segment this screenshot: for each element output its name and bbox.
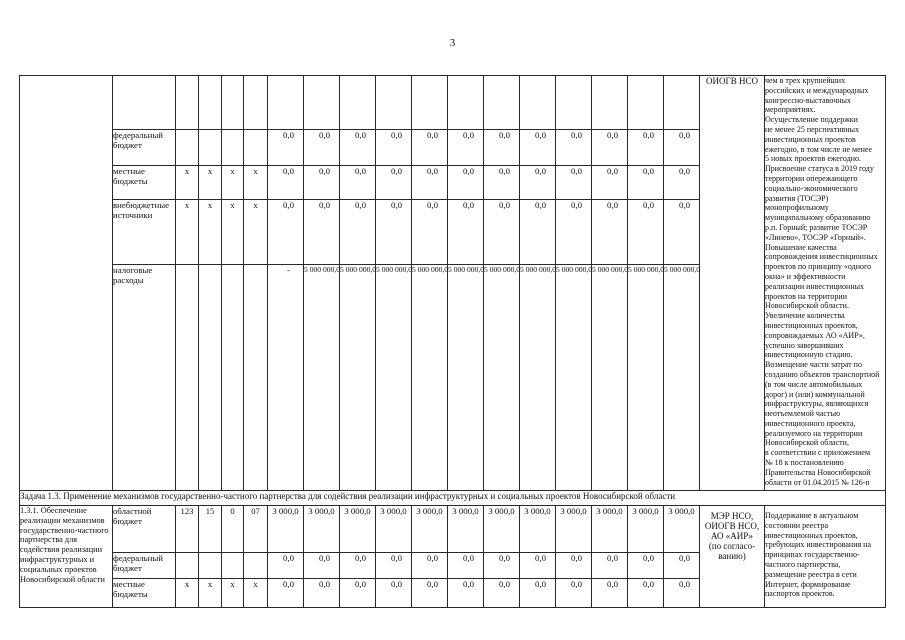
value-cell: 0,0 bbox=[520, 130, 556, 166]
value-cell: 3 000,0 bbox=[664, 506, 700, 553]
code-cell bbox=[222, 130, 244, 166]
value-cell: 3 000,0 bbox=[340, 506, 376, 553]
value-cell: 5 000 000,0 bbox=[304, 265, 340, 491]
code-cell bbox=[176, 265, 199, 491]
code-cell: x bbox=[222, 579, 244, 608]
value-cell: 0,0 bbox=[376, 166, 412, 200]
value-cell: 0,0 bbox=[628, 166, 664, 200]
value-cell: 5 000 000,0 bbox=[412, 265, 448, 491]
value-cell: 0,0 bbox=[268, 200, 304, 265]
value-cell: 0,0 bbox=[412, 553, 448, 579]
value-cell: 0,0 bbox=[628, 579, 664, 608]
funding-source: внебюджетные источники bbox=[113, 200, 176, 265]
value-cell: 0,0 bbox=[484, 130, 520, 166]
empty-cell bbox=[484, 76, 520, 130]
value-cell: 0,0 bbox=[448, 130, 484, 166]
value-cell: 0,0 bbox=[340, 553, 376, 579]
code-cell: 0 bbox=[222, 506, 244, 553]
value-cell: 0,0 bbox=[304, 130, 340, 166]
table-row bbox=[20, 76, 886, 130]
value-cell: 5 000 000,0 bbox=[376, 265, 412, 491]
empty-cell bbox=[664, 76, 700, 130]
value-cell: 5 000 000,0 bbox=[484, 265, 520, 491]
value-cell: 0,0 bbox=[448, 166, 484, 200]
empty-cell bbox=[448, 76, 484, 130]
value-cell: 0,0 bbox=[412, 579, 448, 608]
activity-name-cell bbox=[20, 76, 113, 491]
empty-cell bbox=[592, 76, 628, 130]
value-cell: 3 000,0 bbox=[520, 506, 556, 553]
code-cell: 07 bbox=[244, 506, 268, 553]
value-cell: 5 000 000,0 bbox=[520, 265, 556, 491]
table-row bbox=[20, 491, 886, 506]
value-cell: 0,0 bbox=[304, 553, 340, 579]
value-cell: 0,0 bbox=[628, 553, 664, 579]
value-cell: 0,0 bbox=[340, 130, 376, 166]
value-cell: 0,0 bbox=[520, 200, 556, 265]
activity-name-cell: 1.3.1. Обеспечение реализации механизмов государственно-частного партнерства для содействия реализации инфраструктурных и социальных проектов Новосибирской области bbox=[20, 506, 113, 608]
code-cell: x bbox=[244, 200, 268, 265]
empty-cell bbox=[628, 76, 664, 130]
value-cell: 0,0 bbox=[664, 166, 700, 200]
code-cell bbox=[176, 553, 199, 579]
value-cell: 0,0 bbox=[592, 200, 628, 265]
code-cell: x bbox=[176, 579, 199, 608]
page-number: 3 bbox=[449, 37, 456, 49]
value-cell: 0,0 bbox=[556, 166, 592, 200]
empty-cell bbox=[520, 76, 556, 130]
program-activities-table bbox=[19, 75, 886, 608]
value-cell: 3 000,0 bbox=[412, 506, 448, 553]
funding-source: областной бюджет bbox=[113, 506, 176, 553]
empty-cell bbox=[222, 76, 244, 130]
value-cell: 0,0 bbox=[304, 579, 340, 608]
value-cell: 0,0 bbox=[340, 579, 376, 608]
value-cell: 0,0 bbox=[592, 166, 628, 200]
value-cell: 0,0 bbox=[448, 553, 484, 579]
code-cell: x bbox=[199, 166, 222, 200]
value-cell: 5 000 000,0 bbox=[628, 265, 664, 491]
value-cell: 0,0 bbox=[556, 130, 592, 166]
executor-cell: ОИОГВ НСО bbox=[700, 76, 765, 491]
code-cell: x bbox=[244, 166, 268, 200]
empty-cell bbox=[340, 76, 376, 130]
value-cell: 3 000,0 bbox=[376, 506, 412, 553]
funding-source: федеральный бюджет bbox=[113, 553, 176, 579]
code-cell bbox=[244, 553, 268, 579]
value-cell: 0,0 bbox=[376, 579, 412, 608]
value-cell: 0,0 bbox=[520, 166, 556, 200]
value-cell: 0,0 bbox=[664, 130, 700, 166]
value-cell: 0,0 bbox=[448, 200, 484, 265]
code-cell bbox=[222, 265, 244, 491]
empty-cell bbox=[199, 76, 222, 130]
funding-source: местные бюджеты bbox=[113, 166, 176, 200]
code-cell: x bbox=[199, 200, 222, 265]
task-heading: Задача 1.3. Применение механизмов государственно-частного партнерства для содействия реализации инфраструктурных и социальных проектов Новосибирской области bbox=[20, 491, 886, 506]
value-cell: 0,0 bbox=[340, 200, 376, 265]
empty-cell bbox=[376, 76, 412, 130]
value-cell: 3 000,0 bbox=[304, 506, 340, 553]
code-cell bbox=[176, 130, 199, 166]
table-row bbox=[20, 506, 886, 553]
funding-source: федеральный бюджет bbox=[113, 130, 176, 166]
value-cell: 0,0 bbox=[556, 579, 592, 608]
code-cell: x bbox=[176, 166, 199, 200]
value-cell: 0,0 bbox=[628, 200, 664, 265]
value-cell: 0,0 bbox=[664, 553, 700, 579]
value-cell: 5 000 000,0 bbox=[340, 265, 376, 491]
value-cell: 0,0 bbox=[484, 553, 520, 579]
value-cell: 0,0 bbox=[376, 200, 412, 265]
code-cell bbox=[244, 130, 268, 166]
expected-results-cell: Поддержание в актуальном состоянии реестра инвестиционных проектов, требующих инвестирования на принципах государственно- частного партнерства, размещение реестра в сети Интернет, формирование паспортов проектов. bbox=[765, 506, 886, 608]
code-cell: x bbox=[244, 579, 268, 608]
empty-cell bbox=[244, 76, 268, 130]
value-cell: 3 000,0 bbox=[556, 506, 592, 553]
value-cell: 0,0 bbox=[592, 130, 628, 166]
value-cell: 0,0 bbox=[556, 200, 592, 265]
empty-cell bbox=[113, 76, 176, 130]
value-cell: 3 000,0 bbox=[448, 506, 484, 553]
code-cell bbox=[199, 553, 222, 579]
code-cell: 15 bbox=[199, 506, 222, 553]
value-cell: 3 000,0 bbox=[592, 506, 628, 553]
value-cell: 5 000 000,0 bbox=[664, 265, 700, 491]
value-cell: 5 000 000,0 bbox=[448, 265, 484, 491]
value-cell: 0,0 bbox=[556, 553, 592, 579]
value-cell: 0,0 bbox=[268, 166, 304, 200]
value-cell: 0,0 bbox=[520, 553, 556, 579]
value-cell: 0,0 bbox=[484, 579, 520, 608]
value-cell: 0,0 bbox=[412, 166, 448, 200]
value-cell: 0,0 bbox=[484, 166, 520, 200]
empty-cell bbox=[304, 76, 340, 130]
code-cell bbox=[222, 553, 244, 579]
value-cell: 5 000 000,0 bbox=[592, 265, 628, 491]
executor-cell: МЭР НСО, ОИОГВ НСО, АО «АИР» (по согласо- ванию) bbox=[700, 506, 765, 608]
value-cell: 0,0 bbox=[592, 579, 628, 608]
empty-cell bbox=[412, 76, 448, 130]
value-cell: 5 000 000,0 bbox=[556, 265, 592, 491]
value-cell: 0,0 bbox=[304, 166, 340, 200]
value-cell: 0,0 bbox=[268, 130, 304, 166]
value-cell: 0,0 bbox=[664, 200, 700, 265]
funding-source: местные бюджеты bbox=[113, 579, 176, 608]
value-cell: 0,0 bbox=[376, 553, 412, 579]
value-cell: 3 000,0 bbox=[484, 506, 520, 553]
code-cell: x bbox=[176, 200, 199, 265]
value-cell: 0,0 bbox=[628, 130, 664, 166]
value-cell: 0,0 bbox=[268, 553, 304, 579]
code-cell: x bbox=[222, 200, 244, 265]
value-cell: 3 000,0 bbox=[628, 506, 664, 553]
value-cell: 0,0 bbox=[304, 200, 340, 265]
value-cell: 0,0 bbox=[484, 200, 520, 265]
value-cell: - bbox=[268, 265, 304, 491]
empty-cell bbox=[176, 76, 199, 130]
value-cell: 0,0 bbox=[376, 130, 412, 166]
value-cell: 0,0 bbox=[520, 579, 556, 608]
empty-cell bbox=[556, 76, 592, 130]
code-cell bbox=[244, 265, 268, 491]
expected-results-cell: чем в трех крупнейших российских и международных конгрессно-выставочных мероприятиях. Осуществление поддержки не менее 25 перспективных инвестиционных проектов ежегодно, в том числе не менее 5 новых проектов ежегодно. Присвоение статуса в 2019 году территории опережающего социально-экономического развития (ТОСЭР) монопрофильному муниципальному образованию р.п. Горный; развитие ТОСЭР «Линево», ТОСЭР «Горный». Повышение качества сопровождения инвестиционных проектов по принципу «одного окна» и эффективности реализации инвестиционных проектов на территории Новосибирской области. Увеличение количества инвестиционных проектов, сопровождаемых АО «АИР», успешно завершивших инвестиционную стадию. Возмещение части затрат по созданию объектов транспортной (в том числе автомобильных дорог) и (или) коммунальной инфраструктуры, являющихся неотъемлемой частью инвестиционного проекта, реализуемого на территории Новосибирской области, в соответствии с приложением № 18 к постановлению Правительства Новосибирской области от 01.04.2015 № 126-п bbox=[765, 76, 886, 491]
value-cell: 0,0 bbox=[340, 166, 376, 200]
empty-cell bbox=[268, 76, 304, 130]
value-cell: 0,0 bbox=[664, 579, 700, 608]
value-cell: 0,0 bbox=[412, 130, 448, 166]
value-cell: 3 000,0 bbox=[268, 506, 304, 553]
code-cell: 123 bbox=[176, 506, 199, 553]
code-cell bbox=[199, 265, 222, 491]
funding-source: налоговые расходы bbox=[113, 265, 176, 491]
code-cell bbox=[199, 130, 222, 166]
code-cell: x bbox=[199, 579, 222, 608]
value-cell: 0,0 bbox=[412, 200, 448, 265]
value-cell: 0,0 bbox=[268, 579, 304, 608]
code-cell: x bbox=[222, 166, 244, 200]
value-cell: 0,0 bbox=[448, 579, 484, 608]
value-cell: 0,0 bbox=[592, 553, 628, 579]
